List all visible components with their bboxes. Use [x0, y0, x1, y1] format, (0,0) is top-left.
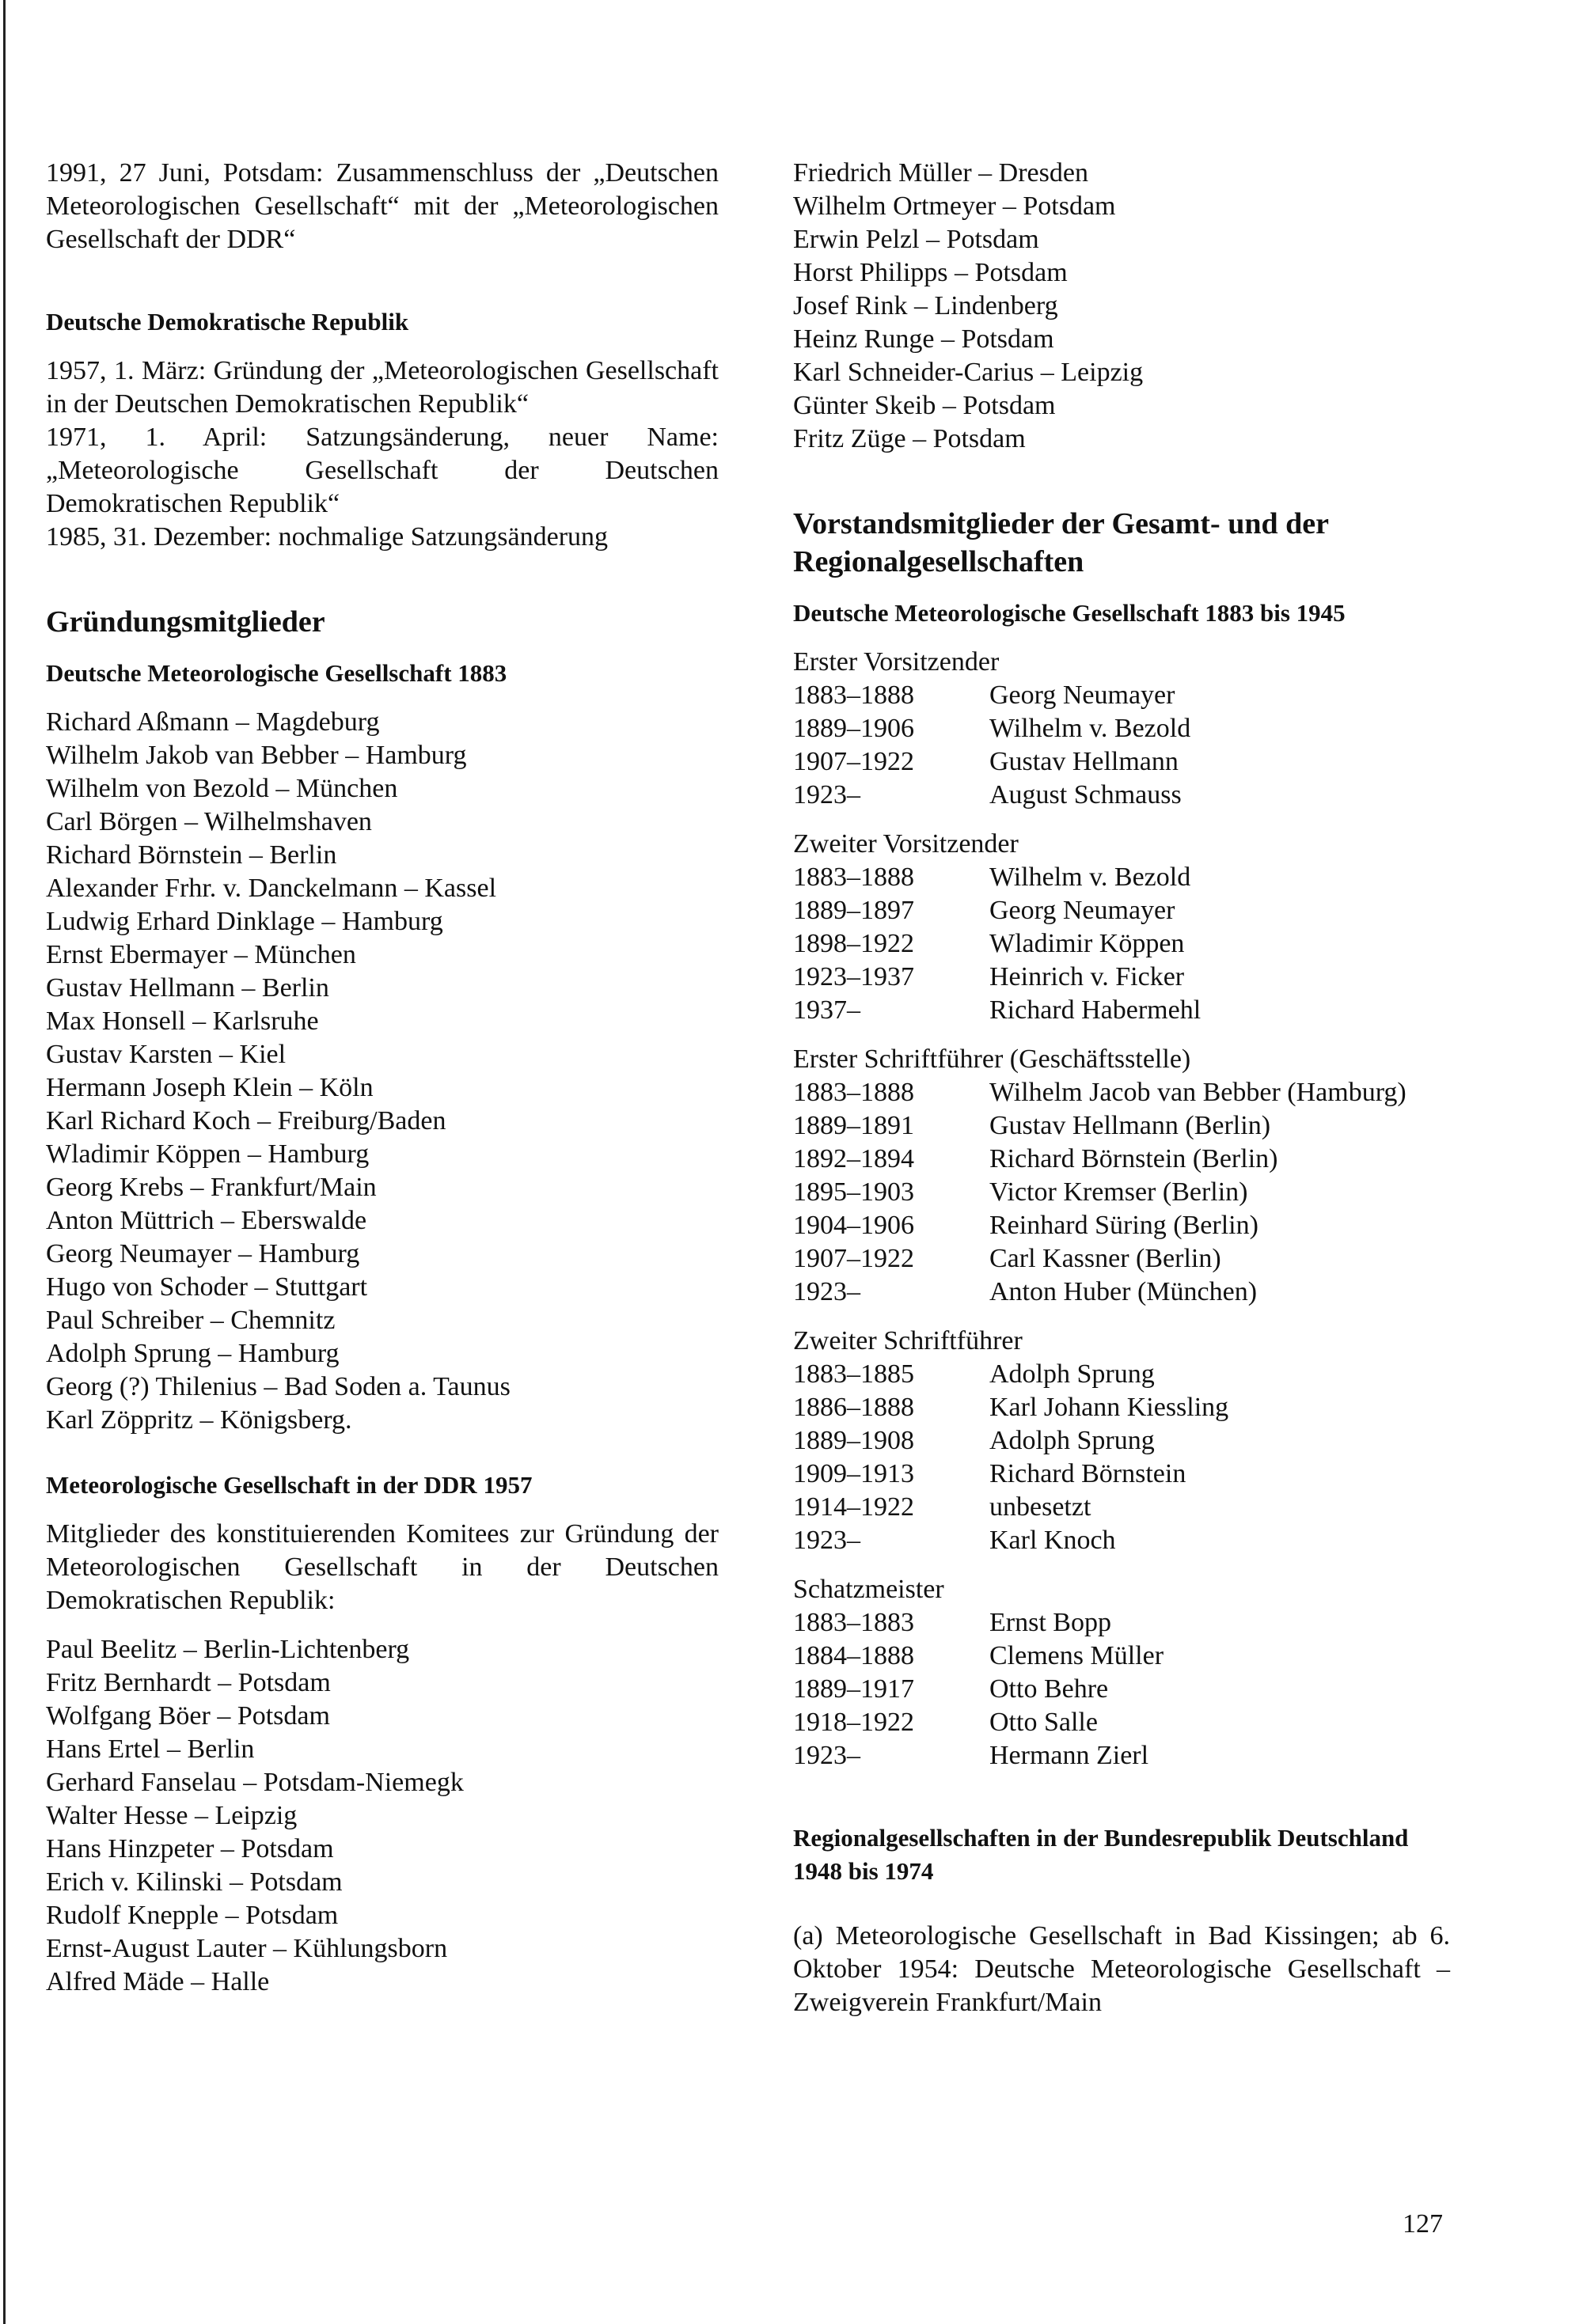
name-cell: Georg Neumayer: [989, 896, 1175, 925]
name-cell: Reinhard Süring (Berlin): [989, 1211, 1258, 1240]
mg-ddr-heading: Meteorologische Gesellschaft in der DDR 1957: [46, 1471, 533, 1499]
years-cell: 1889–1908: [793, 1426, 914, 1455]
ddr-item: 1985, 31. Dezember: nochmalige Satzungsänderung: [46, 522, 609, 552]
table-row: [793, 1491, 1450, 1524]
table-row: [793, 1076, 1450, 1109]
name-cell: Wilhelm v. Bezold: [989, 714, 1191, 743]
board-group: [793, 1043, 1450, 1309]
list-item: Hans Ertel – Berlin: [46, 1734, 255, 1764]
name-cell: August Schmauss: [989, 780, 1182, 809]
table-row: [793, 1458, 1450, 1491]
list-item: Karl Schneider-Carius – Leipzig: [793, 358, 1144, 387]
name-cell: unbesetzt: [989, 1492, 1091, 1522]
ddr-heading: Deutsche Demokratische Republik: [46, 308, 409, 336]
list-item: Georg (?) Thilenius – Bad Soden a. Taunus: [46, 1372, 511, 1401]
list-item: Friedrich Müller – Dresden: [793, 158, 1088, 188]
years-cell: 1918–1922: [793, 1708, 914, 1737]
name-cell: Karl Knoch: [989, 1526, 1116, 1555]
years-cell: 1889–1906: [793, 714, 914, 743]
table-row: [793, 1276, 1450, 1309]
table-row: [793, 1739, 1450, 1772]
list-item: Ernst-August Lauter – Kühlungsborn: [46, 1934, 448, 1963]
table-row: [793, 1176, 1450, 1209]
dmg-member-list: [46, 706, 719, 1437]
list-item: Heinz Runge – Potsdam: [793, 324, 1054, 354]
table-row: [793, 712, 1450, 745]
years-cell: 1883–1888: [793, 862, 914, 892]
name-cell: Adolph Sprung: [989, 1426, 1155, 1455]
list-item: Georg Krebs – Frankfurt/Main: [46, 1173, 377, 1202]
years-cell: 1895–1903: [793, 1177, 914, 1207]
list-item: Anton Müttrich – Eberswalde: [46, 1206, 367, 1235]
table-row: [793, 1242, 1450, 1276]
list-item: Fritz Züge – Potsdam: [793, 424, 1026, 453]
list-item: Karl Zöppritz – Königsberg.: [46, 1405, 352, 1435]
years-cell: 1914–1922: [793, 1492, 914, 1522]
group-title: Erster Vorsitzender: [793, 647, 1000, 677]
dmg-period-heading: Deutsche Meteorologische Gesellschaft 1883 bis 1945: [793, 599, 1346, 627]
ddr-item: 1957, 1. März: Gründung der „Meteorologischen Gesellschaft in der Deutschen Demokratischen Republik“: [46, 356, 719, 419]
ddr-item: 1971, 1. April: Satzungsänderung, neuer Name: „Meteorologische Gesellschaft der Deutschen Demokratischen Republik“: [46, 423, 719, 518]
list-item: Wilhelm Ortmeyer – Potsdam: [793, 191, 1116, 221]
regional-text: (a) Meteorologische Gesellschaft in Bad Kissingen; ab 6. Oktober 1954: Deutsche Meteorologische Gesellschaft – Zweigverein Frankfurt/Main: [793, 1921, 1450, 2017]
list-item: Georg Neumayer – Hamburg: [46, 1239, 360, 1268]
list-item: Josef Rink – Lindenberg: [793, 291, 1058, 320]
list-item: Hugo von Schoder – Stuttgart: [46, 1272, 368, 1302]
list-item: Wilhelm von Bezold – München: [46, 774, 398, 803]
list-item: Hans Hinzpeter – Potsdam: [46, 1834, 334, 1863]
board-group: [793, 1325, 1450, 1557]
list-item: Rudolf Knepple – Potsdam: [46, 1901, 339, 1930]
table-row: [793, 1640, 1450, 1673]
page-number: 127: [1403, 2209, 1443, 2239]
years-cell: 1898–1922: [793, 929, 914, 958]
list-item: Gerhard Fanselau – Potsdam-Niemegk: [46, 1768, 464, 1797]
list-item: Wolfgang Böer – Potsdam: [46, 1701, 330, 1731]
list-item: Carl Börgen – Wilhelmshaven: [46, 807, 372, 836]
list-item: Richard Aßmann – Magdeburg: [46, 707, 380, 737]
board-heading: Vorstandsmitglieder der Gesamt- und der Regionalgesellschaften: [793, 507, 1329, 578]
continued-member-list: [793, 157, 1450, 456]
list-item: Alexander Frhr. v. Danckelmann – Kassel: [46, 874, 497, 903]
name-cell: Otto Salle: [989, 1708, 1098, 1737]
list-item: Wilhelm Jakob van Bebber – Hamburg: [46, 741, 467, 770]
regional-heading: Regionalgesellschaften in der Bundesrepublik Deutschland 1948 bis 1974: [793, 1824, 1409, 1885]
mg-ddr-member-list: [46, 1633, 719, 1999]
table-row: [793, 779, 1450, 812]
name-cell: Richard Habermehl: [989, 995, 1201, 1025]
table-row: [793, 994, 1450, 1027]
name-cell: Ernst Bopp: [989, 1608, 1111, 1637]
name-cell: Karl Johann Kiessling: [989, 1393, 1229, 1422]
table-row: [793, 1606, 1450, 1640]
list-item: Günter Skeib – Potsdam: [793, 391, 1056, 420]
table-row: [793, 861, 1450, 894]
table-row: [793, 1524, 1450, 1557]
years-cell: 1923–: [793, 780, 860, 809]
name-cell: Carl Kassner (Berlin): [989, 1244, 1221, 1273]
table-row: [793, 1391, 1450, 1424]
group-title: Schatzmeister: [793, 1575, 944, 1604]
list-item: Walter Hesse – Leipzig: [46, 1801, 298, 1830]
years-cell: 1923–: [793, 1526, 860, 1555]
group-title: Zweiter Schriftführer: [793, 1326, 1023, 1355]
table-row: [793, 1424, 1450, 1458]
years-cell: 1923–: [793, 1277, 860, 1306]
name-cell: Victor Kremser (Berlin): [989, 1177, 1248, 1207]
table-row: [793, 894, 1450, 927]
founders-heading: Gründungsmitglieder: [46, 605, 325, 639]
years-cell: 1886–1888: [793, 1393, 914, 1422]
years-cell: 1923–: [793, 1741, 860, 1770]
right-column: [793, 157, 1450, 2019]
years-cell: 1892–1894: [793, 1144, 914, 1173]
group-title: Erster Schriftführer (Geschäftsstelle): [793, 1044, 1191, 1074]
list-item: Alfred Mäde – Halle: [46, 1967, 270, 1996]
list-item: Wladimir Köppen – Hamburg: [46, 1139, 370, 1169]
years-cell: 1883–1885: [793, 1359, 914, 1389]
name-cell: Georg Neumayer: [989, 681, 1175, 710]
board-group: [793, 646, 1450, 812]
name-cell: Otto Behre: [989, 1674, 1109, 1704]
name-cell: Anton Huber (München): [989, 1277, 1258, 1306]
table-row: [793, 1706, 1450, 1739]
list-item: Gustav Hellmann – Berlin: [46, 973, 329, 1003]
list-item: Ernst Ebermayer – München: [46, 940, 356, 969]
page-edge-line: [3, 0, 6, 2324]
table-row: [793, 961, 1450, 994]
table-row: [793, 745, 1450, 779]
table-row: [793, 1109, 1450, 1143]
years-cell: 1937–: [793, 995, 860, 1025]
list-item: Richard Börnstein – Berlin: [46, 840, 337, 870]
intro-paragraph: 1991, 27 Juni, Potsdam: Zusammenschluss der „Deutschen Meteorologischen Gesellschaft“ mit der „Meteorologischen Gesellschaft der DDR“: [46, 158, 719, 254]
name-cell: Wladimir Köppen: [989, 929, 1185, 958]
years-cell: 1923–1937: [793, 962, 914, 991]
list-item: Ludwig Erhard Dinklage – Hamburg: [46, 907, 443, 936]
name-cell: Gustav Hellmann: [989, 747, 1179, 776]
group-title: Zweiter Vorsitzender: [793, 829, 1019, 859]
name-cell: Heinrich v. Ficker: [989, 962, 1185, 991]
table-row: [793, 1143, 1450, 1176]
table-row: [793, 1673, 1450, 1706]
left-column: [46, 157, 719, 1999]
dmg-heading: Deutsche Meteorologische Gesellschaft 1883: [46, 659, 507, 687]
list-item: Karl Richard Koch – Freiburg/Baden: [46, 1106, 446, 1135]
name-cell: Richard Börnstein (Berlin): [989, 1144, 1278, 1173]
list-item: Paul Schreiber – Chemnitz: [46, 1306, 336, 1335]
list-item: Paul Beelitz – Berlin-Lichtenberg: [46, 1635, 410, 1664]
table-row: [793, 1209, 1450, 1242]
list-item: Horst Philipps – Potsdam: [793, 258, 1068, 287]
name-cell: Wilhelm Jacob van Bebber (Hamburg): [989, 1078, 1406, 1107]
years-cell: 1883–1888: [793, 681, 914, 710]
mg-ddr-intro: Mitglieder des konstituierenden Komitees zur Gründung der Meteorologischen Gesellschaft in der Deutschen Demokratischen Republik:: [46, 1519, 719, 1615]
name-cell: Richard Börnstein: [989, 1459, 1186, 1488]
name-cell: Gustav Hellmann (Berlin): [989, 1111, 1271, 1140]
list-item: Hermann Joseph Klein – Köln: [46, 1073, 374, 1102]
years-cell: 1884–1888: [793, 1641, 914, 1670]
years-cell: 1907–1922: [793, 747, 914, 776]
table-row: [793, 679, 1450, 712]
board-group: [793, 828, 1450, 1027]
table-row: [793, 1358, 1450, 1391]
board-group: [793, 1573, 1450, 1772]
name-cell: Clemens Müller: [989, 1641, 1164, 1670]
list-item: Gustav Karsten – Kiel: [46, 1040, 287, 1069]
years-cell: 1889–1917: [793, 1674, 914, 1704]
years-cell: 1889–1897: [793, 896, 914, 925]
table-row: [793, 927, 1450, 961]
list-item: Fritz Bernhardt – Potsdam: [46, 1668, 331, 1697]
list-item: Erwin Pelzl – Potsdam: [793, 225, 1039, 254]
list-item: Erich v. Kilinski – Potsdam: [46, 1867, 343, 1897]
name-cell: Wilhelm v. Bezold: [989, 862, 1191, 892]
years-cell: 1907–1922: [793, 1244, 914, 1273]
years-cell: 1904–1906: [793, 1211, 914, 1240]
name-cell: Hermann Zierl: [989, 1741, 1149, 1770]
list-item: Max Honsell – Karlsruhe: [46, 1007, 319, 1036]
years-cell: 1883–1888: [793, 1078, 914, 1107]
years-cell: 1883–1883: [793, 1608, 914, 1637]
list-item: Adolph Sprung – Hamburg: [46, 1339, 340, 1368]
years-cell: 1909–1913: [793, 1459, 914, 1488]
name-cell: Adolph Sprung: [989, 1359, 1155, 1389]
years-cell: 1889–1891: [793, 1111, 914, 1140]
